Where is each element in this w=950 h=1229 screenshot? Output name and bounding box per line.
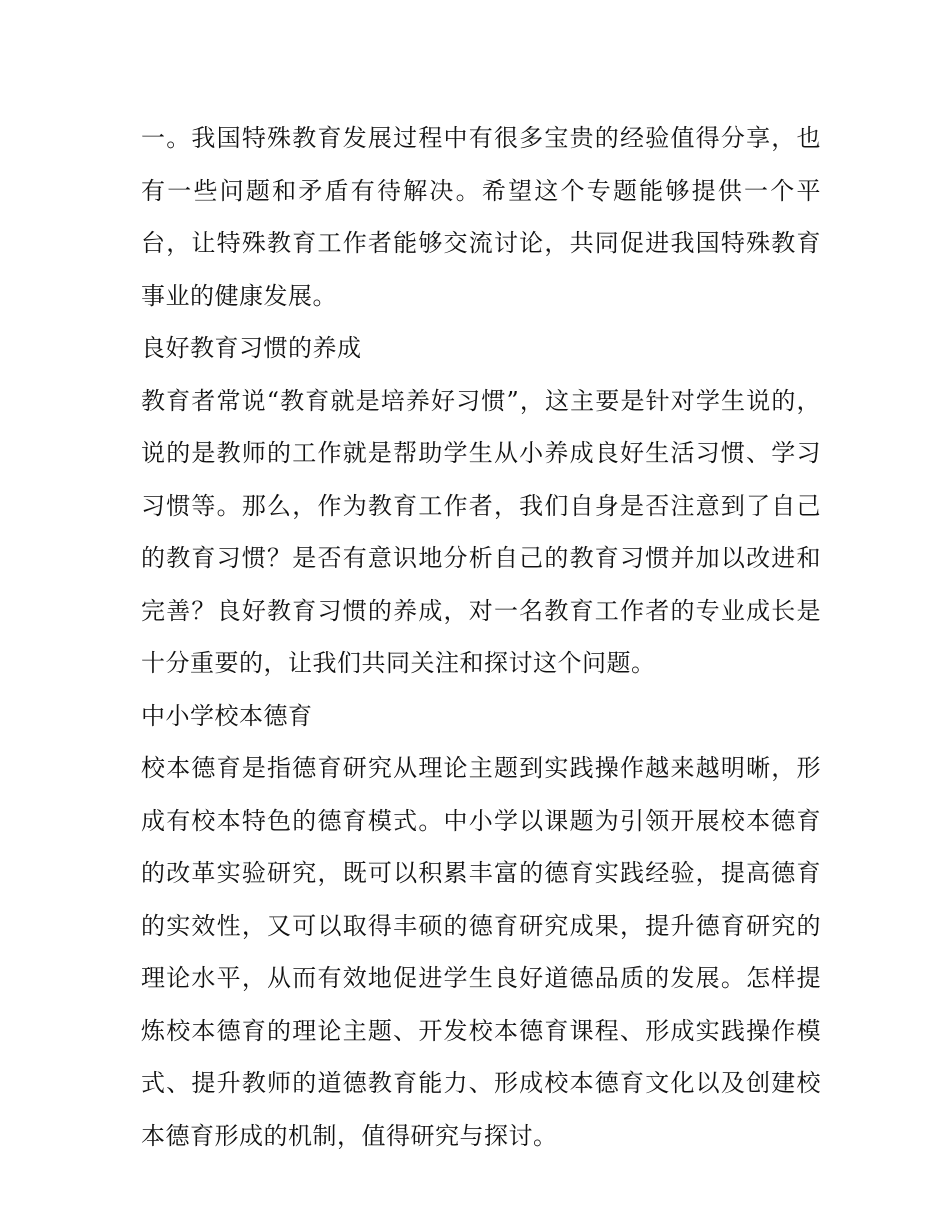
paragraph-special-education-intro: 一。我国特殊教育发展过程中有很多宝贵的经验值得分享，也有一些问题和矛盾有待解决。希望这个专题能够提供一个平台，让特殊教育工作者能够交流讨论，共同促进我国特殊教育事业的健康发展。 (141, 124, 821, 310)
heading-good-education-habits: 良好教育习惯的养成 (141, 334, 362, 362)
paragraph-school-based-moral-education: 校本德育是指德育研究从理论主题到实践操作越来越明晰，形成有校本特色的德育模式。中小学以课题为引领开展校本德育的改革实验研究，既可以积累丰富的德育实践经验，提高德育的实效性，又可以取得丰硕的德育研究成果，提升德育研究的理论水平，从而有效地促进学生良好道德品质的发展。怎样提炼校本德育的理论主题、开发校本德育课程、形成实践操作模式、提升教师的道德教育能力、形成校本德育文化以及创建校本德育形成的机制，值得研究与探讨。 (141, 754, 821, 1150)
document-body (141, 112, 821, 1162)
paragraph-education-habits: 教育者常说“教育就是培养好习惯”，这主要是针对学生说的，说的是教师的工作就是帮助学生从小养成良好生活习惯、学习习惯等。那么，作为教育工作者，我们自身是否注意到了自己的教育习惯？是否有意识地分析自己的教育习惯并加以改进和完善？良好教育习惯的养成，对一名教育工作者的专业成长是十分重要的，让我们共同关注和探讨这个问题。 (141, 386, 821, 677)
heading-school-based-moral-education: 中小学校本德育 (141, 701, 313, 730)
